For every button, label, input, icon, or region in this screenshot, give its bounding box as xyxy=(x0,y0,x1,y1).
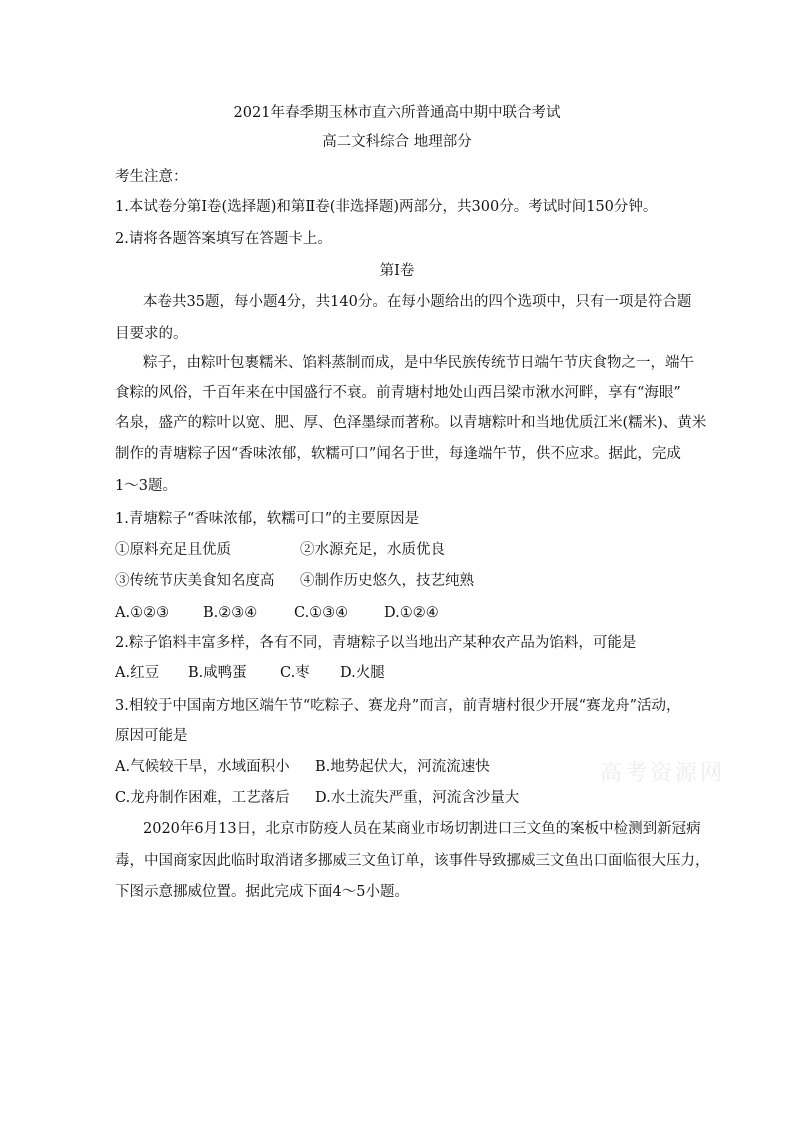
q2-option-c: C.枣 xyxy=(280,665,310,681)
q2-option-a: A.红豆 xyxy=(115,665,160,681)
notice-item-2: 2.请将各题答案填写在答题卡上。 xyxy=(115,231,332,247)
exam-title: 2021年春季期玉林市直六所普通高中期中联合考试 xyxy=(233,105,561,121)
passage2-line-1: 2020年6月13日，北京市防疫人员在某商业市场切割进口三文鱼的案板中检测到新冠病 xyxy=(143,821,701,837)
q3-option-d: D.水土流失严重，河流含沙量大 xyxy=(315,790,520,806)
section-intro-line-1: 本卷共35题，每小题4分，共140分。在每小题给出的四个选项中，只有一项是符合题 xyxy=(143,294,692,310)
passage2-line-3: 下图示意挪威位置。据此完成下面4～5小题。 xyxy=(115,884,409,900)
q1-option-d: D.①②④ xyxy=(384,605,439,621)
q3-option-a: A.气候较干旱，水域面积小 xyxy=(115,759,290,775)
q1-statement-4: ④制作历史悠久，技艺纯熟 xyxy=(300,573,474,589)
q1-option-c: C.①③④ xyxy=(294,605,349,621)
watermark: 高考资源网 xyxy=(600,761,726,786)
q1-stem: 1.青塘粽子“香味浓郁，软糯可口”的主要原因是 xyxy=(115,511,420,527)
notice-heading: 考生注意： xyxy=(115,169,188,185)
q1-statement-3: ③传统节庆美食知名度高 xyxy=(115,573,275,589)
q1-option-a: A.①②③ xyxy=(115,605,170,621)
q2-stem: 2.粽子馅料丰富多样，各有不同，青塘粽子以当地出产某种农产品为馅料，可能是 xyxy=(115,635,637,651)
q1-option-b: B.②③④ xyxy=(203,605,258,621)
notice-item-1: 1.本试卷分第Ⅰ卷(选择题)和第Ⅱ卷(非选择题)两部分，共300分。考试时间150分钟。 xyxy=(115,199,658,215)
q3-option-c: C.龙舟制作困难，工艺落后 xyxy=(115,790,290,806)
q3-stem-line-2: 原因可能是 xyxy=(115,728,188,744)
passage1-line-2: 食粽的风俗，千百年来在中国盛行不衰。前青塘村地处山西吕梁市湫水河畔，享有“海眼” xyxy=(115,385,681,401)
q3-option-b: B.地势起伏大，河流流速快 xyxy=(315,759,490,775)
passage1-line-3: 名泉，盛产的粽叶以宽、肥、厚、色泽墨绿而著称。以青塘粽叶和当地优质江米(糯米)、黄米 xyxy=(115,415,707,431)
q1-statement-2: ②水源充足，水质优良 xyxy=(300,542,445,558)
section-heading: 第Ⅰ卷 xyxy=(379,263,415,279)
passage1-line-4: 制作的青塘粽子因“香味浓郁，软糯可口”闻名于世，每逢端午节，供不应求。据此，完成 xyxy=(115,446,681,462)
passage1-line-5: 1～3题。 xyxy=(115,478,177,494)
passage1-line-1: 粽子，由粽叶包裹糯米、馅料蒸制而成，是中华民族传统节日端午节庆食物之一，端午 xyxy=(143,355,694,371)
q2-option-d: D.火腿 xyxy=(340,665,385,681)
section-intro-line-2: 目要求的。 xyxy=(115,326,188,342)
passage2-line-2: 毒，中国商家因此临时取消诸多挪威三文鱼订单，该事件导致挪威三文鱼出口面临很大压力， xyxy=(115,853,710,869)
q2-option-b: B.咸鸭蛋 xyxy=(188,665,247,681)
exam-subtitle: 高二文科综合 地理部分 xyxy=(322,134,472,150)
q3-stem-line-1: 3.相较于中国南方地区端午节“吃粽子、赛龙舟”而言，前青塘村很少开展“赛龙舟”活动， xyxy=(115,698,681,714)
q1-statement-1: ①原料充足且优质 xyxy=(115,542,231,558)
